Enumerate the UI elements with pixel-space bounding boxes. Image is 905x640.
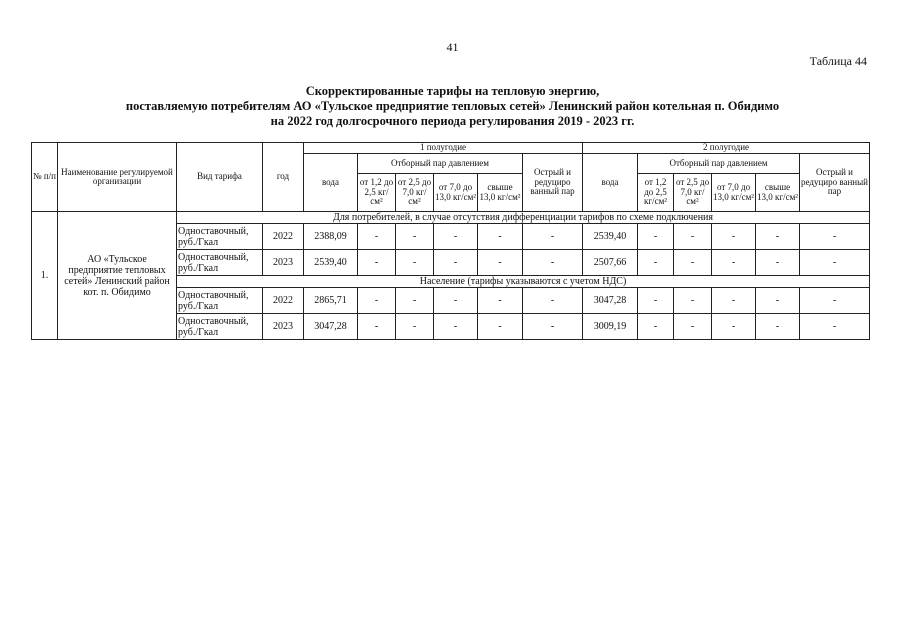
h2-p1-cell: - <box>638 314 674 340</box>
h1-p1-cell: - <box>358 224 396 250</box>
h2-sharp-cell: - <box>800 224 870 250</box>
h1-water-cell: 2539,40 <box>304 250 358 276</box>
year-cell: 2023 <box>263 314 304 340</box>
header-h1-p3: от 7,0 до 13,0 кг/см² <box>434 174 478 212</box>
header-h2-sharp-steam: Острый и редуциро ванный пар <box>800 154 870 212</box>
header-half-2: 2 полугодие <box>583 143 870 154</box>
header-h2-p3: от 7,0 до 13,0 кг/см² <box>712 174 756 212</box>
h1-p2-cell: - <box>396 314 434 340</box>
h2-p3-cell: - <box>712 288 756 314</box>
h2-p1-cell: - <box>638 250 674 276</box>
page-number: 41 <box>446 40 459 54</box>
h2-p3-cell: - <box>712 250 756 276</box>
title-line-1: Скорректированные тарифы на тепловую энергию, <box>305 84 600 98</box>
header-h1-p1: от 1,2 до 2,5 кг/см² <box>358 174 396 212</box>
h1-water-cell: 2865,71 <box>304 288 358 314</box>
header-h1-p2: от 2,5 до 7,0 кг/см² <box>396 174 434 212</box>
h1-sharp-cell: - <box>523 314 583 340</box>
h1-p4-cell: - <box>478 314 523 340</box>
h2-sharp-cell: - <box>800 314 870 340</box>
h1-p1-cell: - <box>358 314 396 340</box>
h2-p4-cell: - <box>756 314 800 340</box>
table-label: Таблица 44 <box>809 54 867 68</box>
tariff-type-cell: Одноставочный, руб./Гкал <box>177 224 263 250</box>
h1-p4-cell: - <box>478 288 523 314</box>
title-line-2: поставляемую потребителям АО «Тульское предприятие тепловых сетей» Ленинский район котельная п. Обидимо <box>125 99 780 113</box>
h1-p1-cell: - <box>358 288 396 314</box>
header-half-1: 1 полугодие <box>304 143 583 154</box>
header-h2-p4: свыше 13,0 кг/см² <box>756 174 800 212</box>
year-cell: 2023 <box>263 250 304 276</box>
header-year: год <box>263 143 304 212</box>
header-h2-p1: от 1,2 до 2,5 кг/см² <box>638 174 674 212</box>
header-tariff-type: Вид тарифа <box>177 143 263 212</box>
h2-water-cell: 2507,66 <box>583 250 638 276</box>
tariff-table <box>31 142 870 340</box>
section-label: Для потребителей, в случае отсутствия дифференциации тарифов по схеме подключения <box>177 212 870 224</box>
h1-p3-cell: - <box>434 224 478 250</box>
h2-p4-cell: - <box>756 224 800 250</box>
h1-p3-cell: - <box>434 250 478 276</box>
header-h1-sharp-steam: Острый и редуциро ванный пар <box>523 154 583 212</box>
header-h2-water: вода <box>583 154 638 212</box>
h1-p4-cell: - <box>478 250 523 276</box>
h2-p1-cell: - <box>638 288 674 314</box>
header-h1-water: вода <box>304 154 358 212</box>
h1-sharp-cell: - <box>523 250 583 276</box>
h1-p2-cell: - <box>396 250 434 276</box>
h2-sharp-cell: - <box>800 250 870 276</box>
h1-water-cell: 2388,09 <box>304 224 358 250</box>
h2-p1-cell: - <box>638 224 674 250</box>
year-cell: 2022 <box>263 224 304 250</box>
h2-p3-cell: - <box>712 224 756 250</box>
organization-name: АО «Тульское предприятие тепловых сетей» Ленинский район кот. п. Обидимо <box>58 212 177 340</box>
h1-p3-cell: - <box>434 288 478 314</box>
header-no: № п/п <box>32 143 58 212</box>
h2-p3-cell: - <box>712 314 756 340</box>
h1-p2-cell: - <box>396 288 434 314</box>
h2-p2-cell: - <box>674 224 712 250</box>
header-h1-steam-group: Отборный пар давлением <box>358 154 523 174</box>
header-org-name: Наименование регулируемой организации <box>58 143 177 212</box>
h1-sharp-cell: - <box>523 288 583 314</box>
h1-sharp-cell: - <box>523 224 583 250</box>
tariff-type-cell: Одноставочный, руб./Гкал <box>177 288 263 314</box>
tariff-type-cell: Одноставочный, руб./Гкал <box>177 314 263 340</box>
year-cell: 2022 <box>263 288 304 314</box>
h2-sharp-cell: - <box>800 288 870 314</box>
h2-p2-cell: - <box>674 314 712 340</box>
header-h1-p4: свыше 13,0 кг/см² <box>478 174 523 212</box>
row-number: 1. <box>32 212 58 340</box>
document-title <box>0 84 905 129</box>
header-h2-steam-group: Отборный пар давлением <box>638 154 800 174</box>
h1-p3-cell: - <box>434 314 478 340</box>
h2-water-cell: 3009,19 <box>583 314 638 340</box>
h1-p1-cell: - <box>358 250 396 276</box>
h1-p4-cell: - <box>478 224 523 250</box>
section-label: Население (тарифы указываются с учетом НДС) <box>177 276 870 288</box>
h2-p4-cell: - <box>756 288 800 314</box>
h1-water-cell: 3047,28 <box>304 314 358 340</box>
h2-water-cell: 2539,40 <box>583 224 638 250</box>
h2-p4-cell: - <box>756 250 800 276</box>
title-line-3: на 2022 год долгосрочного периода регулирования 2019 - 2023 гг. <box>270 114 635 128</box>
h2-p2-cell: - <box>674 288 712 314</box>
h2-p2-cell: - <box>674 250 712 276</box>
header-h2-p2: от 2,5 до 7,0 кг/см² <box>674 174 712 212</box>
h1-p2-cell: - <box>396 224 434 250</box>
tariff-type-cell: Одноставочный, руб./Гкал <box>177 250 263 276</box>
h2-water-cell: 3047,28 <box>583 288 638 314</box>
